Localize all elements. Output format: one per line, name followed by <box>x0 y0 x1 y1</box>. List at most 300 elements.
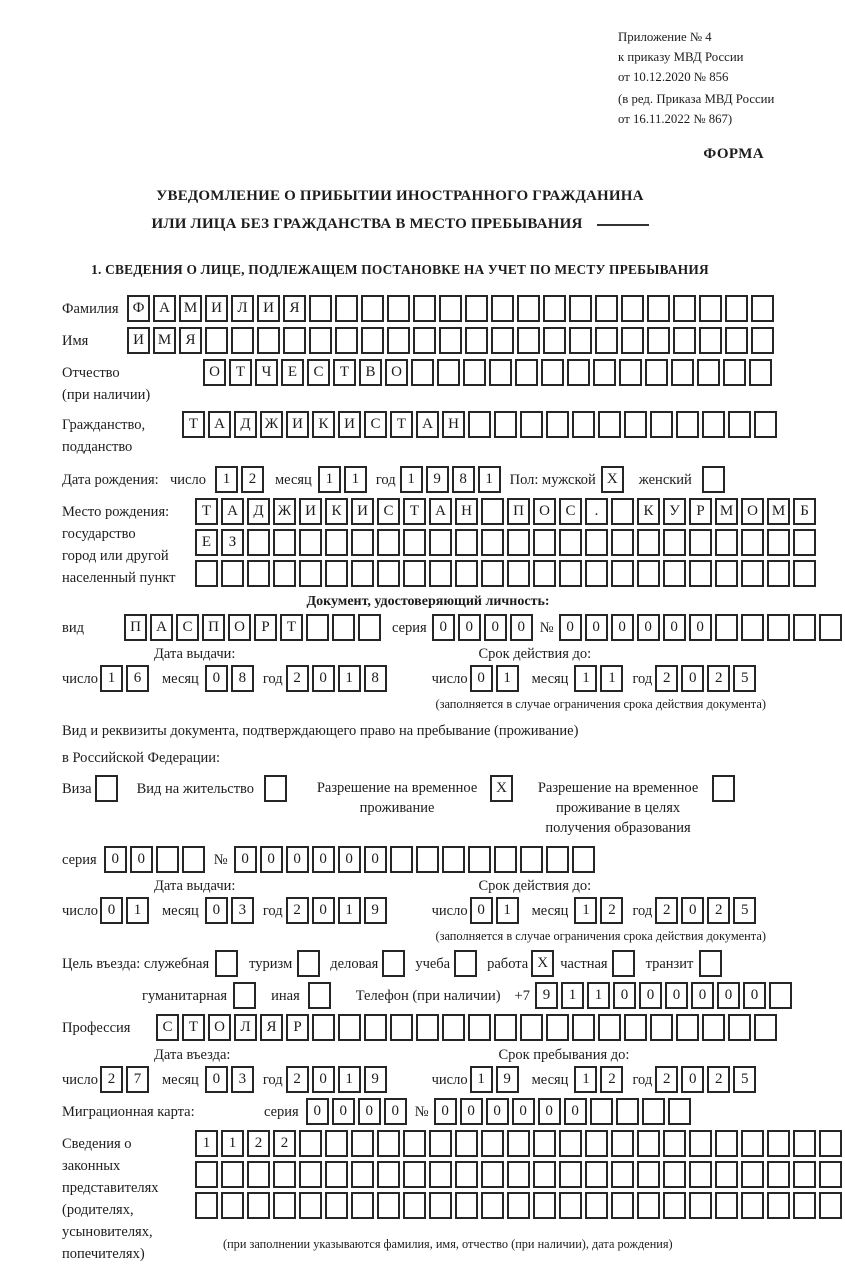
birthplace-cell[interactable] <box>793 529 816 556</box>
given-name-cell[interactable] <box>335 327 358 354</box>
given-name-cell[interactable] <box>439 327 462 354</box>
birth-day-cell[interactable]: 2 <box>241 466 264 493</box>
entry-month-cell[interactable]: 3 <box>231 1066 254 1093</box>
stay-year-cell[interactable]: 2 <box>655 1066 678 1093</box>
mig-series-cell[interactable]: 0 <box>332 1098 355 1125</box>
given-name-cell[interactable]: И <box>127 327 150 354</box>
phone-cell[interactable]: 9 <box>535 982 558 1009</box>
citizenship-cell[interactable] <box>624 411 647 438</box>
given-name-cell[interactable]: Я <box>179 327 202 354</box>
guardians-cell[interactable] <box>741 1161 764 1188</box>
mig-number-cell[interactable] <box>668 1098 691 1125</box>
birthplace-cell[interactable] <box>377 560 400 587</box>
patronymic-cell[interactable] <box>723 359 746 386</box>
birthplace-cell[interactable] <box>455 529 478 556</box>
birthplace-cell[interactable]: Е <box>195 529 218 556</box>
birthplace-cell[interactable] <box>767 529 790 556</box>
purpose-business-checkbox[interactable] <box>382 950 405 977</box>
sex-female-checkbox[interactable] <box>702 466 725 493</box>
id-valid-year-cell[interactable]: 0 <box>681 665 704 692</box>
profession-cell[interactable]: Р <box>286 1014 309 1041</box>
surname-cell[interactable]: Ф <box>127 295 150 322</box>
mig-number-cell[interactable]: 0 <box>538 1098 561 1125</box>
entry-year-cell[interactable]: 1 <box>338 1066 361 1093</box>
surname-cell[interactable] <box>465 295 488 322</box>
birthplace-cell[interactable] <box>273 560 296 587</box>
guardians-cell[interactable] <box>429 1161 452 1188</box>
doc-type-cell[interactable]: О <box>228 614 251 641</box>
purpose-official-checkbox[interactable] <box>215 950 238 977</box>
mig-number-cell[interactable]: 0 <box>486 1098 509 1125</box>
guardians-cell[interactable] <box>455 1130 478 1157</box>
res-number-cell[interactable]: 0 <box>364 846 387 873</box>
birthplace-cell[interactable] <box>637 529 660 556</box>
birthplace-cell[interactable]: С <box>559 498 582 525</box>
citizenship-cell[interactable]: Т <box>390 411 413 438</box>
res-valid-year-cell[interactable]: 0 <box>681 897 704 924</box>
res-issue-month-cell[interactable]: 0 <box>205 897 228 924</box>
given-name-cell[interactable] <box>283 327 306 354</box>
guardians-cell[interactable] <box>611 1161 634 1188</box>
visa-checkbox[interactable] <box>95 775 118 802</box>
surname-cell[interactable] <box>361 295 384 322</box>
guardians-cell[interactable] <box>195 1192 218 1219</box>
birthplace-cell[interactable] <box>247 529 270 556</box>
citizenship-cell[interactable] <box>754 411 777 438</box>
patronymic-cell[interactable] <box>593 359 616 386</box>
guardians-cell[interactable] <box>273 1192 296 1219</box>
guardians-cell[interactable] <box>689 1130 712 1157</box>
res-valid-year-cell[interactable]: 2 <box>707 897 730 924</box>
id-valid-day-cell[interactable]: 0 <box>470 665 493 692</box>
given-name-cell[interactable] <box>751 327 774 354</box>
birthplace-cell[interactable] <box>611 560 634 587</box>
birthplace-cell[interactable]: И <box>299 498 322 525</box>
doc-number-cell[interactable]: 0 <box>611 614 634 641</box>
profession-cell[interactable] <box>728 1014 751 1041</box>
birth-day-cell[interactable]: 1 <box>215 466 238 493</box>
guardians-cell[interactable] <box>481 1161 504 1188</box>
stay-year-cell[interactable]: 5 <box>733 1066 756 1093</box>
birthplace-cell[interactable]: М <box>767 498 790 525</box>
birthplace-cell[interactable] <box>507 529 530 556</box>
doc-number-cell[interactable]: 0 <box>585 614 608 641</box>
patronymic-cell[interactable]: Ч <box>255 359 278 386</box>
birthplace-cell[interactable] <box>533 529 556 556</box>
citizenship-cell[interactable]: А <box>208 411 231 438</box>
birthplace-cell[interactable]: . <box>585 498 608 525</box>
citizenship-cell[interactable] <box>520 411 543 438</box>
doc-number-cell[interactable] <box>793 614 816 641</box>
purpose-humanitarian-checkbox[interactable] <box>233 982 256 1009</box>
res-series-cell[interactable] <box>156 846 179 873</box>
guardians-cell[interactable] <box>637 1130 660 1157</box>
res-series-cell[interactable]: 0 <box>104 846 127 873</box>
doc-type-cell[interactable] <box>358 614 381 641</box>
guardians-cell[interactable] <box>585 1161 608 1188</box>
citizenship-cell[interactable] <box>598 411 621 438</box>
res-issue-month-cell[interactable]: 3 <box>231 897 254 924</box>
guardians-cell[interactable] <box>637 1192 660 1219</box>
guardians-cell[interactable] <box>767 1192 790 1219</box>
res-number-cell[interactable]: 0 <box>260 846 283 873</box>
guardians-cell[interactable] <box>819 1161 842 1188</box>
surname-cell[interactable] <box>673 295 696 322</box>
guardians-cell[interactable] <box>585 1192 608 1219</box>
id-valid-year-cell[interactable]: 5 <box>733 665 756 692</box>
birthplace-cell[interactable] <box>377 529 400 556</box>
id-valid-year-cell[interactable]: 2 <box>707 665 730 692</box>
guardians-cell[interactable] <box>715 1192 738 1219</box>
profession-cell[interactable] <box>598 1014 621 1041</box>
birthplace-cell[interactable] <box>585 529 608 556</box>
surname-cell[interactable] <box>439 295 462 322</box>
birthplace-cell[interactable] <box>559 560 582 587</box>
patronymic-cell[interactable] <box>489 359 512 386</box>
guardians-cell[interactable] <box>793 1161 816 1188</box>
surname-cell[interactable] <box>387 295 410 322</box>
doc-series-cell[interactable]: 0 <box>432 614 455 641</box>
patronymic-cell[interactable] <box>697 359 720 386</box>
doc-type-cell[interactable]: Т <box>280 614 303 641</box>
guardians-cell[interactable] <box>663 1161 686 1188</box>
profession-cell[interactable] <box>546 1014 569 1041</box>
temp-residence-edu-checkbox[interactable] <box>712 775 735 802</box>
guardians-cell[interactable] <box>351 1192 374 1219</box>
guardians-cell[interactable] <box>221 1192 244 1219</box>
stay-year-cell[interactable]: 2 <box>707 1066 730 1093</box>
guardians-cell[interactable] <box>611 1192 634 1219</box>
doc-number-cell[interactable] <box>715 614 738 641</box>
guardians-cell[interactable] <box>481 1192 504 1219</box>
guardians-cell[interactable]: 2 <box>247 1130 270 1157</box>
given-name-cell[interactable] <box>699 327 722 354</box>
citizenship-cell[interactable]: А <box>416 411 439 438</box>
res-number-cell[interactable] <box>494 846 517 873</box>
purpose-transit-checkbox[interactable] <box>699 950 722 977</box>
mig-number-cell[interactable]: 0 <box>512 1098 535 1125</box>
birthplace-cell[interactable] <box>429 560 452 587</box>
res-series-cell[interactable]: 0 <box>130 846 153 873</box>
birthplace-cell[interactable] <box>637 560 660 587</box>
purpose-tourism-checkbox[interactable] <box>297 950 320 977</box>
phone-cell[interactable]: 0 <box>665 982 688 1009</box>
guardians-cell[interactable] <box>559 1130 582 1157</box>
patronymic-cell[interactable] <box>541 359 564 386</box>
profession-cell[interactable] <box>572 1014 595 1041</box>
birthplace-cell[interactable] <box>741 529 764 556</box>
patronymic-cell[interactable]: Т <box>333 359 356 386</box>
guardians-cell[interactable] <box>247 1161 270 1188</box>
mig-number-cell[interactable] <box>590 1098 613 1125</box>
citizenship-cell[interactable] <box>468 411 491 438</box>
profession-cell[interactable] <box>754 1014 777 1041</box>
given-name-cell[interactable] <box>231 327 254 354</box>
birthplace-cell[interactable] <box>403 529 426 556</box>
res-issue-day-cell[interactable]: 1 <box>126 897 149 924</box>
res-valid-month-cell[interactable]: 2 <box>600 897 623 924</box>
profession-cell[interactable] <box>364 1014 387 1041</box>
guardians-cell[interactable] <box>273 1161 296 1188</box>
id-issue-year-cell[interactable]: 1 <box>338 665 361 692</box>
guardians-cell[interactable] <box>637 1161 660 1188</box>
res-valid-day-cell[interactable]: 0 <box>470 897 493 924</box>
given-name-cell[interactable] <box>257 327 280 354</box>
res-issue-year-cell[interactable]: 2 <box>286 897 309 924</box>
guardians-cell[interactable] <box>377 1192 400 1219</box>
id-issue-day-cell[interactable]: 1 <box>100 665 123 692</box>
citizenship-cell[interactable]: С <box>364 411 387 438</box>
surname-cell[interactable] <box>491 295 514 322</box>
phone-cell[interactable]: 0 <box>639 982 662 1009</box>
res-issue-year-cell[interactable]: 0 <box>312 897 335 924</box>
guardians-cell[interactable]: 1 <box>221 1130 244 1157</box>
birthplace-cell[interactable]: Д <box>247 498 270 525</box>
guardians-cell[interactable] <box>819 1192 842 1219</box>
res-number-cell[interactable]: 0 <box>234 846 257 873</box>
entry-day-cell[interactable]: 2 <box>100 1066 123 1093</box>
birthplace-cell[interactable]: О <box>741 498 764 525</box>
citizenship-cell[interactable] <box>546 411 569 438</box>
profession-cell[interactable] <box>338 1014 361 1041</box>
stay-month-cell[interactable]: 1 <box>574 1066 597 1093</box>
phone-cell[interactable]: 0 <box>717 982 740 1009</box>
id-issue-year-cell[interactable]: 2 <box>286 665 309 692</box>
birthplace-cell[interactable] <box>585 560 608 587</box>
birthplace-cell[interactable] <box>351 529 374 556</box>
guardians-cell[interactable] <box>585 1130 608 1157</box>
doc-series-cell[interactable]: 0 <box>458 614 481 641</box>
birthplace-cell[interactable]: К <box>325 498 348 525</box>
patronymic-cell[interactable] <box>645 359 668 386</box>
guardians-cell[interactable] <box>793 1130 816 1157</box>
given-name-cell[interactable] <box>621 327 644 354</box>
given-name-cell[interactable] <box>725 327 748 354</box>
citizenship-cell[interactable]: Т <box>182 411 205 438</box>
guardians-cell[interactable]: 2 <box>273 1130 296 1157</box>
surname-cell[interactable]: М <box>179 295 202 322</box>
doc-type-cell[interactable] <box>332 614 355 641</box>
patronymic-cell[interactable]: В <box>359 359 382 386</box>
purpose-work-checkbox[interactable]: X <box>531 950 554 977</box>
citizenship-cell[interactable]: Н <box>442 411 465 438</box>
birthplace-cell[interactable] <box>715 560 738 587</box>
surname-cell[interactable] <box>413 295 436 322</box>
birthplace-cell[interactable] <box>611 529 634 556</box>
res-issue-year-cell[interactable]: 1 <box>338 897 361 924</box>
birthplace-cell[interactable] <box>507 560 530 587</box>
surname-cell[interactable]: И <box>257 295 280 322</box>
patronymic-cell[interactable] <box>437 359 460 386</box>
surname-cell[interactable] <box>543 295 566 322</box>
guardians-cell[interactable] <box>455 1161 478 1188</box>
profession-cell[interactable]: Я <box>260 1014 283 1041</box>
doc-number-cell[interactable]: 0 <box>559 614 582 641</box>
entry-day-cell[interactable]: 7 <box>126 1066 149 1093</box>
guardians-cell[interactable] <box>325 1161 348 1188</box>
phone-cell[interactable] <box>769 982 792 1009</box>
given-name-cell[interactable] <box>673 327 696 354</box>
profession-cell[interactable] <box>624 1014 647 1041</box>
guardians-cell[interactable] <box>325 1130 348 1157</box>
patronymic-cell[interactable] <box>515 359 538 386</box>
surname-cell[interactable] <box>725 295 748 322</box>
res-number-cell[interactable]: 0 <box>286 846 309 873</box>
doc-type-cell[interactable]: П <box>202 614 225 641</box>
phone-cell[interactable]: 1 <box>561 982 584 1009</box>
patronymic-cell[interactable] <box>567 359 590 386</box>
guardians-cell[interactable] <box>715 1130 738 1157</box>
patronymic-cell[interactable]: Е <box>281 359 304 386</box>
guardians-cell[interactable] <box>559 1192 582 1219</box>
birthplace-cell[interactable]: Р <box>689 498 712 525</box>
birthplace-cell[interactable] <box>663 529 686 556</box>
birthplace-cell[interactable]: М <box>715 498 738 525</box>
mig-series-cell[interactable]: 0 <box>358 1098 381 1125</box>
birthplace-cell[interactable]: У <box>663 498 686 525</box>
profession-cell[interactable]: С <box>156 1014 179 1041</box>
guardians-cell[interactable] <box>819 1130 842 1157</box>
entry-year-cell[interactable]: 9 <box>364 1066 387 1093</box>
entry-month-cell[interactable]: 0 <box>205 1066 228 1093</box>
guardians-cell[interactable] <box>689 1161 712 1188</box>
guardians-cell[interactable] <box>377 1161 400 1188</box>
birthplace-cell[interactable] <box>689 560 712 587</box>
birthplace-cell[interactable] <box>481 498 504 525</box>
birthplace-cell[interactable]: А <box>429 498 452 525</box>
birth-month-cell[interactable]: 1 <box>344 466 367 493</box>
birthplace-cell[interactable] <box>533 560 556 587</box>
patronymic-cell[interactable] <box>619 359 642 386</box>
purpose-other-checkbox[interactable] <box>308 982 331 1009</box>
given-name-cell[interactable] <box>387 327 410 354</box>
given-name-cell[interactable] <box>543 327 566 354</box>
guardians-cell[interactable] <box>299 1130 322 1157</box>
phone-cell[interactable]: 1 <box>587 982 610 1009</box>
entry-year-cell[interactable]: 2 <box>286 1066 309 1093</box>
profession-cell[interactable] <box>650 1014 673 1041</box>
birthplace-cell[interactable] <box>403 560 426 587</box>
given-name-cell[interactable] <box>491 327 514 354</box>
id-issue-year-cell[interactable]: 8 <box>364 665 387 692</box>
guardians-cell[interactable] <box>429 1192 452 1219</box>
surname-cell[interactable] <box>569 295 592 322</box>
mig-number-cell[interactable]: 0 <box>434 1098 457 1125</box>
guardians-cell[interactable] <box>767 1130 790 1157</box>
guardians-cell[interactable] <box>741 1130 764 1157</box>
res-valid-year-cell[interactable]: 2 <box>655 897 678 924</box>
mig-number-cell[interactable] <box>642 1098 665 1125</box>
id-valid-month-cell[interactable]: 1 <box>574 665 597 692</box>
profession-cell[interactable] <box>676 1014 699 1041</box>
birthplace-cell[interactable] <box>611 498 634 525</box>
surname-cell[interactable] <box>309 295 332 322</box>
guardians-cell[interactable] <box>247 1192 270 1219</box>
guardians-cell[interactable] <box>533 1192 556 1219</box>
profession-cell[interactable]: О <box>208 1014 231 1041</box>
birthplace-cell[interactable] <box>299 560 322 587</box>
guardians-cell[interactable] <box>507 1192 530 1219</box>
birthplace-cell[interactable]: П <box>507 498 530 525</box>
guardians-cell[interactable]: 1 <box>195 1130 218 1157</box>
surname-cell[interactable] <box>517 295 540 322</box>
guardians-cell[interactable] <box>403 1161 426 1188</box>
doc-type-cell[interactable]: А <box>150 614 173 641</box>
surname-cell[interactable]: И <box>205 295 228 322</box>
birthplace-cell[interactable] <box>481 560 504 587</box>
doc-series-cell[interactable]: 0 <box>484 614 507 641</box>
guardians-cell[interactable] <box>429 1130 452 1157</box>
res-number-cell[interactable]: 0 <box>338 846 361 873</box>
patronymic-cell[interactable] <box>411 359 434 386</box>
profession-cell[interactable] <box>442 1014 465 1041</box>
given-name-cell[interactable] <box>413 327 436 354</box>
mig-number-cell[interactable]: 0 <box>460 1098 483 1125</box>
birthplace-cell[interactable] <box>273 529 296 556</box>
doc-number-cell[interactable]: 0 <box>689 614 712 641</box>
birthplace-cell[interactable] <box>559 529 582 556</box>
res-valid-day-cell[interactable]: 1 <box>496 897 519 924</box>
guardians-cell[interactable] <box>481 1130 504 1157</box>
guardians-cell[interactable] <box>403 1130 426 1157</box>
mig-number-cell[interactable]: 0 <box>564 1098 587 1125</box>
guardians-cell[interactable] <box>325 1192 348 1219</box>
profession-cell[interactable]: Л <box>234 1014 257 1041</box>
guardians-cell[interactable] <box>793 1192 816 1219</box>
profession-cell[interactable] <box>390 1014 413 1041</box>
doc-number-cell[interactable] <box>741 614 764 641</box>
birthplace-cell[interactable]: К <box>637 498 660 525</box>
given-name-cell[interactable] <box>361 327 384 354</box>
guardians-cell[interactable] <box>689 1192 712 1219</box>
id-issue-month-cell[interactable]: 8 <box>231 665 254 692</box>
doc-number-cell[interactable] <box>767 614 790 641</box>
res-number-cell[interactable] <box>520 846 543 873</box>
surname-cell[interactable]: Л <box>231 295 254 322</box>
res-number-cell[interactable] <box>390 846 413 873</box>
patronymic-cell[interactable] <box>671 359 694 386</box>
purpose-private-checkbox[interactable] <box>612 950 635 977</box>
res-number-cell[interactable] <box>416 846 439 873</box>
birthplace-cell[interactable]: Ж <box>273 498 296 525</box>
patronymic-cell[interactable]: Т <box>229 359 252 386</box>
patronymic-cell[interactable]: О <box>203 359 226 386</box>
guardians-cell[interactable] <box>299 1161 322 1188</box>
birthplace-cell[interactable] <box>195 560 218 587</box>
birthplace-cell[interactable]: А <box>221 498 244 525</box>
birthplace-cell[interactable] <box>429 529 452 556</box>
birthplace-cell[interactable] <box>481 529 504 556</box>
guardians-cell[interactable] <box>403 1192 426 1219</box>
birthplace-cell[interactable]: Т <box>195 498 218 525</box>
citizenship-cell[interactable]: И <box>338 411 361 438</box>
guardians-cell[interactable] <box>221 1161 244 1188</box>
birthplace-cell[interactable] <box>793 560 816 587</box>
birthplace-cell[interactable] <box>689 529 712 556</box>
guardians-cell[interactable] <box>507 1130 530 1157</box>
res-valid-year-cell[interactable]: 5 <box>733 897 756 924</box>
birthplace-cell[interactable] <box>767 560 790 587</box>
res-valid-month-cell[interactable]: 1 <box>574 897 597 924</box>
mig-series-cell[interactable]: 0 <box>384 1098 407 1125</box>
id-issue-day-cell[interactable]: 6 <box>126 665 149 692</box>
phone-cell[interactable]: 0 <box>691 982 714 1009</box>
citizenship-cell[interactable] <box>676 411 699 438</box>
birthplace-cell[interactable] <box>247 560 270 587</box>
surname-cell[interactable] <box>621 295 644 322</box>
profession-cell[interactable] <box>312 1014 335 1041</box>
given-name-cell[interactable] <box>595 327 618 354</box>
